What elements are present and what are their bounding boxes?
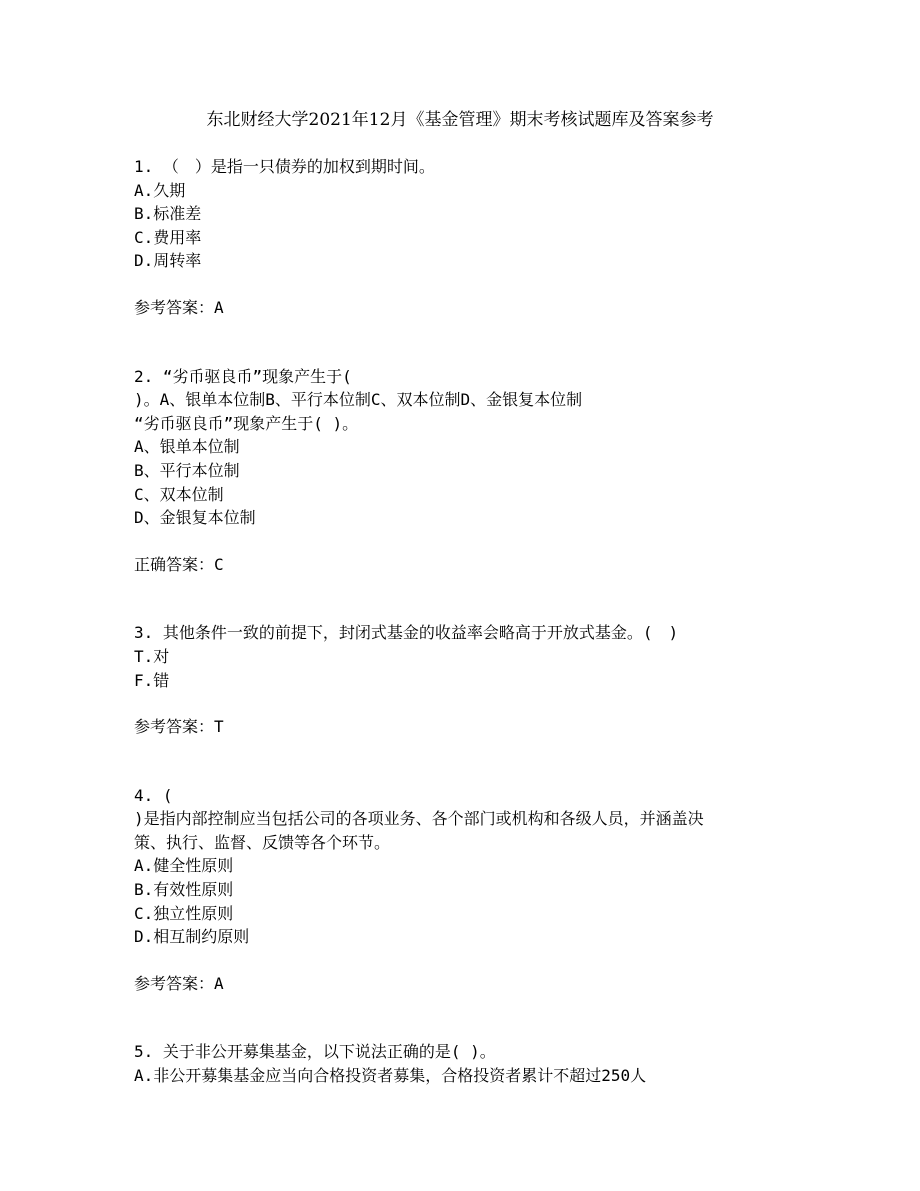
option: C、双本位制 (134, 484, 224, 504)
option: A、银单本位制 (134, 437, 240, 457)
question-5 (134, 1040, 794, 1087)
question-1 (134, 155, 794, 320)
option: A.非公开募集基金应当向合格投资者募集，合格投资者累计不超过250人 (134, 1066, 647, 1086)
answer: 正确答案：C (134, 554, 224, 574)
question-2 (134, 365, 794, 577)
question-list (134, 155, 794, 1088)
answer: 参考答案：A (134, 973, 224, 993)
option: C.独立性原则 (134, 903, 234, 923)
question-text: “劣币驱良币”现象产生于( )。 (134, 413, 359, 433)
document-title: 东北财经大学2021年12月《基金管理》期末考核试题库及答案参考 (206, 110, 714, 130)
question-text: 4. ( (134, 785, 173, 805)
option: T.对 (134, 646, 170, 666)
question-text: 3. 其他条件一致的前提下，封闭式基金的收益率会略高于开放式基金。( ) (134, 623, 679, 643)
option: B.标准差 (134, 204, 202, 224)
answer: 参考答案：A (134, 297, 224, 317)
option: F.错 (134, 670, 170, 690)
question-text: 5. 关于非公开募集基金，以下说法正确的是( )。 (134, 1042, 496, 1062)
question-4 (134, 784, 794, 996)
question-text: 1. （ ）是指一只债券的加权到期时间。 (134, 157, 435, 176)
option: A.久期 (134, 180, 186, 200)
question-text: )。A、银单本位制B、平行本位制C、双本位制D、金银复本位制 (134, 390, 583, 410)
question-3 (134, 621, 794, 738)
question-text: )是指内部控制应当包括公司的各项业务、各个部门或机构和各级人员，并涵盖决 (134, 809, 704, 829)
option: D.相互制约原则 (134, 927, 250, 947)
option: C.费用率 (134, 227, 202, 247)
option: A.健全性原则 (134, 856, 234, 876)
option: D、金银复本位制 (134, 508, 256, 528)
option: B、平行本位制 (134, 460, 240, 480)
option: B.有效性原则 (134, 880, 234, 900)
question-text: 2. “劣币驱良币”现象产生于( (134, 366, 352, 386)
question-text: 策、执行、监督、反馈等各个环节。 (134, 832, 391, 852)
answer: 参考答案：T (134, 717, 224, 737)
option: D.周转率 (134, 251, 202, 271)
